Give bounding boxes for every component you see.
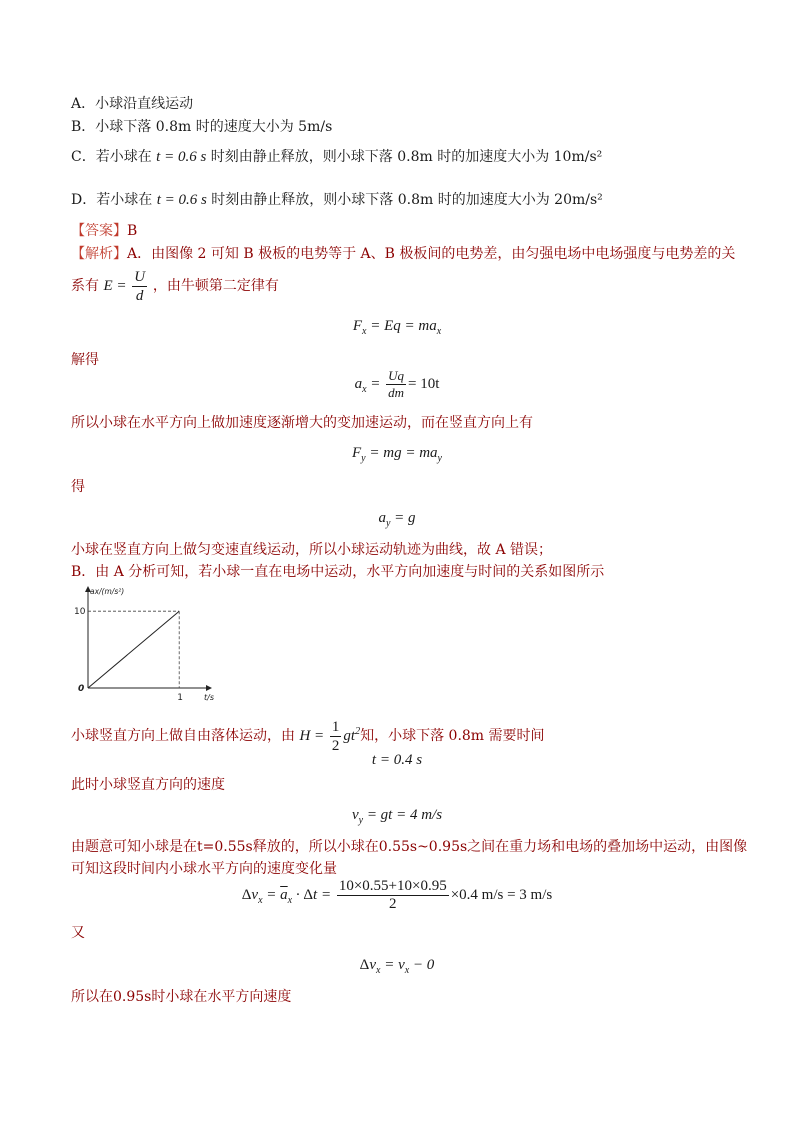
- analysis-line2-post: ，由牛顿第二定律有: [152, 277, 279, 294]
- option-c: [71, 148, 602, 166]
- option-d-post: 时刻由静止释放，则小球下落 0.8m 时的加速度大小为 20m/s²: [211, 192, 603, 208]
- text-final: [71, 989, 291, 1006]
- acceleration-time-chart: [72, 584, 212, 706]
- analysis-line-2: [71, 268, 279, 305]
- final-pre: 所以在: [71, 989, 113, 1005]
- final-post: 时小球在水平方向速度: [151, 989, 292, 1005]
- fraction-u-over-d: $\frac{U}{d}$: [134, 269, 146, 304]
- option-c-time: t = 0.6 s: [156, 149, 207, 165]
- delta-v-denominator: 2: [389, 896, 397, 912]
- solve-label: 解得: [71, 352, 99, 368]
- text-vertical-motion: 小球在竖直方向上做匀变速直线运动，所以小球运动轨迹为曲线，故 A 错误；: [71, 542, 553, 558]
- text-horizontal-motion: 所以小球在水平方向上做加速度逐渐增大的变加速运动，而在竖直方向上有: [71, 415, 533, 431]
- series-line: [88, 611, 179, 688]
- free-fall-mid: 知，小球下落: [360, 727, 445, 744]
- final-value: 0.95s: [113, 989, 152, 1005]
- free-fall-pre: 小球竖直方向上做自由落体运动，由: [71, 727, 295, 744]
- release-text-b: 释放的，所以小球在: [252, 839, 379, 855]
- option-b: B．小球下落 0.8m 时的速度大小为 5m/s: [71, 119, 333, 135]
- formula-e-eq: E = $\frac{U}{d}$: [103, 269, 146, 304]
- answer-label: 【答案】: [71, 223, 127, 239]
- free-fall-post: 需要时间: [488, 727, 545, 744]
- equation-fy: $F_y$ = mg = $ma_y$: [352, 445, 442, 464]
- equation-delta-v2: $\Delta v_x = v_x - 0$: [359, 957, 435, 976]
- option-c-post: 时刻由静止释放，则小球下落 0.8m 时的加速度大小为 10m/s²: [210, 149, 603, 165]
- release-time: t=0.55s: [197, 839, 253, 855]
- text-release-1: [71, 839, 747, 856]
- text-release-2: 可知这段时间内小球水平方向的速度变化量: [71, 861, 337, 877]
- answer-line: [71, 223, 137, 240]
- text-free-fall: [71, 718, 545, 755]
- y-axis-label: ax/(m/s²): [90, 587, 125, 596]
- analysis-label: 【解析】: [71, 246, 127, 262]
- analysis-line-1: [71, 246, 735, 263]
- x-tick-label: 1: [177, 693, 183, 703]
- free-fall-value: 0.8m: [448, 727, 485, 744]
- you-label: 又: [71, 925, 85, 941]
- equation-t: t = 0.4 s: [371, 752, 423, 768]
- equation-ax-rhs: = 10t: [408, 375, 440, 392]
- y-tick-label: 10: [74, 607, 86, 618]
- text-b-analysis: B．由 A 分析可知，若小球一直在电场中运动，水平方向加速度与时间的关系如图所示: [71, 564, 605, 580]
- release-text-a: 由题意可知小球是在: [71, 839, 197, 855]
- analysis-line2-pre: 系有: [71, 277, 99, 294]
- equation-fx: $F_x = Eq = ma_x$: [352, 318, 442, 337]
- x-axis-label: t/s: [204, 693, 214, 702]
- option-c-pre: C．若小球在: [71, 149, 152, 165]
- equation-delta-v: $\Delta v_x = \overline{a}_x \cdot \Delta t$ = $\frac{10\times 0.55+10\times 0.95}{2}$ ×0.4 m/s = 3 m/s: [241, 878, 553, 912]
- origin-label: 0: [78, 684, 85, 694]
- x-axis-arrow: [206, 685, 212, 691]
- release-text-c: 之间在重力场和电场的叠加场中运动，由图像: [467, 839, 748, 855]
- option-d-pre: D．若小球在: [71, 192, 153, 208]
- release-range: 0.55s~0.95s: [378, 839, 468, 855]
- delta-v-numerator: 10×0.55+10×0.95: [338, 878, 447, 894]
- analysis-text-1: A．由图像 2 可知 B 极板的电势等于 A、B 极板间的电势差，由匀强电场中电场强度与电势差的关: [127, 246, 736, 262]
- option-d: [71, 191, 603, 209]
- text-vy: 此时小球竖直方向的速度: [71, 777, 225, 793]
- option-d-time: t = 0.6 s: [156, 192, 207, 208]
- de-label: 得: [71, 479, 85, 495]
- equation-ay: $a_y = g$: [378, 510, 416, 529]
- equation-ax: $a_x$ = $\frac{Uq}{dm}$ = 10t: [354, 368, 440, 400]
- answer-value: B: [127, 223, 138, 239]
- delta-v-tail: ×0.4 m/s = 3 m/s: [450, 886, 553, 903]
- option-a: A．小球沿直线运动: [71, 96, 194, 112]
- formula-h: H = $\frac{1}{2}$ $gt^2$: [299, 719, 361, 754]
- equation-vy: $v_y$ = gt = 4 m/s: [351, 807, 443, 826]
